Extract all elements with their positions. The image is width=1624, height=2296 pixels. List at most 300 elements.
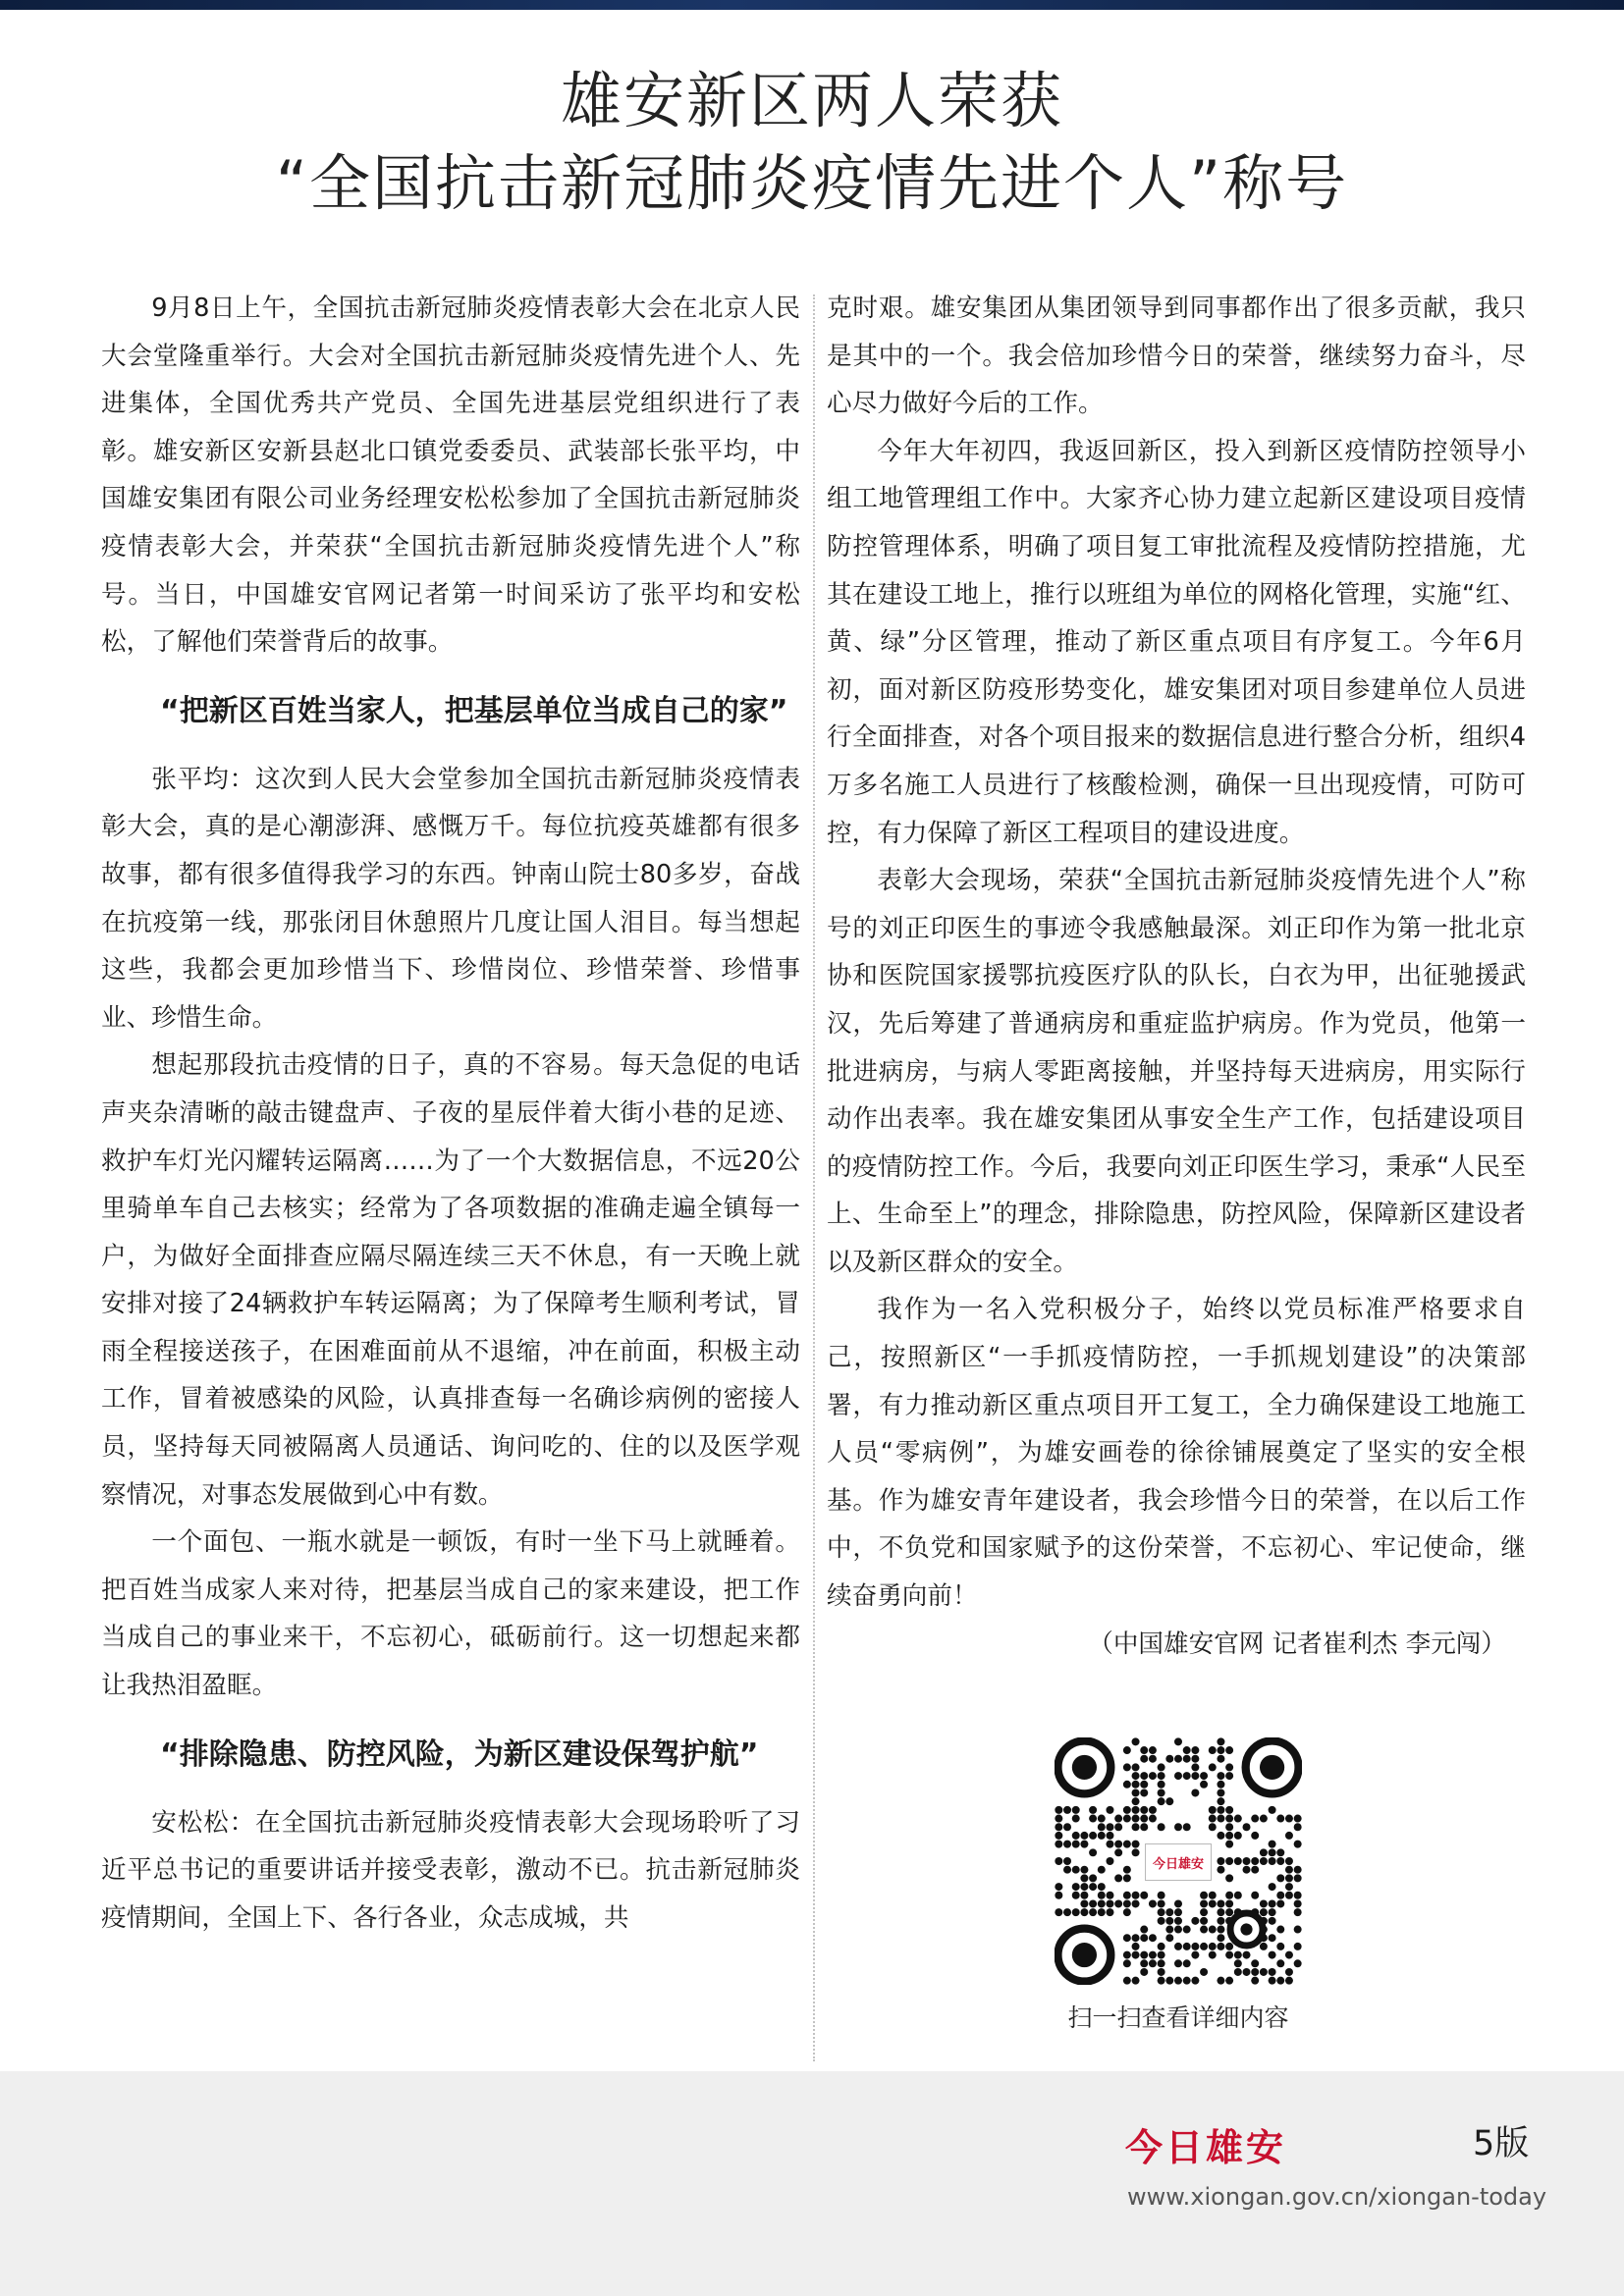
qr-module bbox=[1183, 1823, 1191, 1831]
qr-module bbox=[1234, 1959, 1242, 1967]
qr-module bbox=[1294, 1841, 1302, 1848]
qr-module bbox=[1217, 1789, 1224, 1796]
qr-module bbox=[1158, 1797, 1165, 1805]
qr-module bbox=[1191, 1951, 1199, 1959]
section-heading-1: “把新区百姓当家人，把基层单位当成自己的家” bbox=[160, 693, 788, 728]
qr-module bbox=[1098, 1899, 1106, 1907]
qr-module bbox=[1209, 1943, 1217, 1950]
qr-module bbox=[1072, 1883, 1080, 1891]
section-heading-2: “排除隐患、防控风险，为新区建设保驾护航” bbox=[160, 1736, 759, 1772]
qr-module bbox=[1072, 1806, 1080, 1814]
qr-module bbox=[1217, 1806, 1224, 1814]
page-number: 5版 bbox=[1473, 2124, 1530, 2163]
qr-module bbox=[1217, 1866, 1224, 1874]
qr-module bbox=[1225, 1772, 1233, 1780]
qr-module bbox=[1098, 1823, 1106, 1831]
qr-module bbox=[1200, 1943, 1208, 1950]
qr-module bbox=[1200, 1926, 1208, 1934]
qr-module bbox=[1174, 1823, 1182, 1831]
qr-center-logo: 今日雄安 bbox=[1145, 1843, 1212, 1881]
qr-module bbox=[1123, 1892, 1131, 1899]
qr-module bbox=[1191, 1772, 1199, 1780]
qr-module bbox=[1294, 1823, 1302, 1831]
qr-module bbox=[1276, 1815, 1284, 1823]
qr-module bbox=[1158, 1823, 1165, 1831]
qr-module bbox=[1149, 1815, 1157, 1823]
qr-module bbox=[1285, 1977, 1293, 1985]
qr-module bbox=[1269, 1848, 1276, 1856]
qr-module bbox=[1269, 1917, 1276, 1925]
qr-module bbox=[1158, 1951, 1165, 1959]
qr-module bbox=[1158, 1959, 1165, 1967]
qr-module bbox=[1183, 1755, 1191, 1763]
site-url-link[interactable]: www.xiongan.gov.cn/xiongan-today bbox=[1127, 2183, 1547, 2211]
qr-module bbox=[1158, 1892, 1165, 1899]
qr-module bbox=[1089, 1806, 1097, 1814]
qr-module bbox=[1276, 1926, 1284, 1934]
qr-module bbox=[1209, 1815, 1217, 1823]
qr-module bbox=[1132, 1806, 1140, 1814]
headline-line-1: 雄安新区两人荣获 bbox=[560, 65, 1063, 136]
qr-module bbox=[1098, 1883, 1106, 1891]
qr-module bbox=[1123, 1977, 1131, 1985]
qr-module bbox=[1132, 1815, 1140, 1823]
qr-module bbox=[1217, 1917, 1224, 1925]
qr-module bbox=[1251, 1815, 1259, 1823]
qr-module bbox=[1225, 1951, 1233, 1959]
qr-module bbox=[1217, 1781, 1224, 1789]
qr-module bbox=[1140, 1959, 1148, 1967]
qr-module bbox=[1243, 1968, 1251, 1976]
qr-module bbox=[1285, 1815, 1293, 1823]
qr-module bbox=[1191, 1789, 1199, 1796]
qr-module bbox=[1209, 1951, 1217, 1959]
qr-module bbox=[1217, 1857, 1224, 1865]
qr-module bbox=[1114, 1823, 1122, 1831]
article-headline bbox=[0, 61, 1624, 226]
qr-module bbox=[1080, 1832, 1088, 1840]
qr-module bbox=[1276, 1892, 1284, 1899]
qr-module bbox=[1132, 1789, 1140, 1796]
qr-module bbox=[1191, 1755, 1199, 1763]
qr-module bbox=[1260, 1908, 1268, 1916]
qr-module bbox=[1234, 1951, 1242, 1959]
qr-module bbox=[1209, 1926, 1217, 1934]
qr-module bbox=[1123, 1806, 1131, 1814]
qr-module bbox=[1217, 1815, 1224, 1823]
qr-module bbox=[1209, 1892, 1217, 1899]
qr-module bbox=[1285, 1968, 1293, 1976]
qr-module bbox=[1149, 1959, 1157, 1967]
qr-module bbox=[1158, 1943, 1165, 1950]
qr-module bbox=[1165, 1926, 1173, 1934]
qr-module bbox=[1072, 1866, 1080, 1874]
paragraph: 张平均：这次到人民大会堂参加全国抗击新冠肺炎疫情表彰大会，真的是心潮澎湃、感慨万千。每位抗疫英雄都有很多故事，都有很多值得我学习的东西。钟南山院士80多岁，奋战在抗疫第一线，那张闭目休憩照片几度让国人泪目。每当想起这些，我都会更加珍惜当下、珍惜岗位、珍惜荣誉、珍惜事业、珍惜生命。 bbox=[101, 764, 800, 1033]
qr-module bbox=[1123, 1746, 1131, 1754]
qr-module bbox=[1080, 1883, 1088, 1891]
qr-module bbox=[1132, 1763, 1140, 1771]
qr-module bbox=[1165, 1934, 1173, 1942]
qr-module bbox=[1225, 1908, 1233, 1916]
paragraph: 想起那段抗击疫情的日子，真的不容易。每天急促的电话声夹杂清晰的敲击键盘声、子夜的星辰伴着大街小巷的足迹、救护车灯光闪耀转运隔离……为了一个大数据信息，不远20公里骑单车自己去核实；经常为了各项数据的准确走遍全镇每一户，为做好全面排查应隔尽隔连续三天不休息，有一天晚上就安排对接了24辆救护车转运隔离；为了保障考生顺利考试，冒雨全程接送孩子，在困难面前从不退缩，冲在前面，积极主动工作，冒着被感染的风险，认真排查每一名确诊病例的密接人员，坚持每天同被隔离人员通话、询问吃的、住的以及医学观察情况，对事态发展做到心中有数。 bbox=[101, 1050, 800, 1510]
qr-module bbox=[1132, 1797, 1140, 1805]
qr-module bbox=[1294, 1815, 1302, 1823]
qr-module bbox=[1106, 1832, 1113, 1840]
qr-module bbox=[1123, 1815, 1131, 1823]
qr-module bbox=[1165, 1977, 1173, 1985]
qr-module bbox=[1158, 1772, 1165, 1780]
qr-module bbox=[1132, 1943, 1140, 1950]
qr-module bbox=[1158, 1781, 1165, 1789]
qr-module bbox=[1269, 1951, 1276, 1959]
qr-module bbox=[1225, 1832, 1233, 1840]
qr-module bbox=[1114, 1874, 1122, 1882]
qr-module bbox=[1217, 1755, 1224, 1763]
article-byline: （中国雄安官网 记者崔利杰 李元闯） bbox=[1088, 1629, 1506, 1659]
qr-module bbox=[1140, 1746, 1148, 1754]
qr-module bbox=[1140, 1934, 1148, 1942]
qr-module bbox=[1072, 1815, 1080, 1823]
qr-module bbox=[1200, 1968, 1208, 1976]
qr-module bbox=[1200, 1772, 1208, 1780]
qr-module bbox=[1200, 1781, 1208, 1789]
qr-module bbox=[1174, 1926, 1182, 1934]
qr-module bbox=[1260, 1899, 1268, 1907]
qr-module bbox=[1183, 1943, 1191, 1950]
qr-module bbox=[1158, 1968, 1165, 1976]
qr-module bbox=[1063, 1806, 1071, 1814]
qr-module bbox=[1149, 1806, 1157, 1814]
qr-module bbox=[1149, 1746, 1157, 1754]
qr-module bbox=[1217, 1737, 1224, 1745]
qr-module bbox=[1234, 1892, 1242, 1899]
qr-module bbox=[1055, 1841, 1062, 1848]
qr-module bbox=[1269, 1883, 1276, 1891]
qr-alignment-center bbox=[1240, 1923, 1252, 1935]
qr-module bbox=[1225, 1899, 1233, 1907]
qr-module bbox=[1063, 1908, 1071, 1916]
qr-module bbox=[1098, 1892, 1106, 1899]
qr-module bbox=[1285, 1832, 1293, 1840]
qr-module bbox=[1080, 1892, 1088, 1899]
qr-module bbox=[1217, 1746, 1224, 1754]
qr-caption: 扫一扫查看详细内容 bbox=[1067, 2003, 1289, 2032]
qr-module bbox=[1140, 1781, 1148, 1789]
qr-module bbox=[1132, 1737, 1140, 1745]
qr-module bbox=[1132, 1848, 1140, 1856]
qr-module bbox=[1183, 1977, 1191, 1985]
qr-module bbox=[1225, 1874, 1233, 1882]
qr-module bbox=[1140, 1755, 1148, 1763]
qr-finder-pattern bbox=[1057, 1929, 1110, 1982]
qr-module bbox=[1132, 1823, 1140, 1831]
qr-module bbox=[1149, 1951, 1157, 1959]
qr-module bbox=[1106, 1892, 1113, 1899]
qr-module bbox=[1140, 1951, 1148, 1959]
qr-module bbox=[1276, 1899, 1284, 1907]
qr-module bbox=[1132, 1892, 1140, 1899]
qr-module bbox=[1225, 1841, 1233, 1848]
qr-finder-pattern bbox=[1057, 1740, 1110, 1793]
qr-module bbox=[1225, 1823, 1233, 1831]
paragraph: 表彰大会现场，荣获“全国抗击新冠肺炎疫情先进个人”称号的刘正印医生的事迹令我感触最深。刘正印作为第一批北京协和医院国家援鄂抗疫医疗队的队长，白衣为甲，出征驰援武汉，先后筹建了普通病房和重症监护病房。作为党员，他第一批进病房，与病人零距离接触，并坚持每天进病房，用实际行动作出表率。我在雄安集团从事安全生产工作，包括建设项目的疫情防控工作。今后，我要向刘正印医生学习，秉承“人民至上、生命至上”的理念，排除隐患，防控风险，保障新区建设者以及新区群众的安全。 bbox=[827, 866, 1526, 1277]
column-divider bbox=[813, 294, 816, 2061]
qr-module bbox=[1123, 1959, 1131, 1967]
qr-module bbox=[1294, 1908, 1302, 1916]
qr-module bbox=[1106, 1841, 1113, 1848]
qr-module bbox=[1225, 1977, 1233, 1985]
qr-module bbox=[1140, 1823, 1148, 1831]
qr-module bbox=[1191, 1917, 1199, 1925]
qr-module bbox=[1158, 1917, 1165, 1925]
qr-module bbox=[1260, 1857, 1268, 1865]
qr-module bbox=[1089, 1874, 1097, 1882]
qr-module bbox=[1294, 1943, 1302, 1950]
qr-module bbox=[1089, 1883, 1097, 1891]
qr-module bbox=[1106, 1908, 1113, 1916]
qr-module bbox=[1123, 1781, 1131, 1789]
qr-module bbox=[1098, 1908, 1106, 1916]
qr-module bbox=[1191, 1763, 1199, 1771]
qr-module bbox=[1132, 1899, 1140, 1907]
qr-module bbox=[1234, 1968, 1242, 1976]
qr-module bbox=[1200, 1899, 1208, 1907]
qr-module bbox=[1132, 1951, 1140, 1959]
qr-module bbox=[1055, 1857, 1062, 1865]
qr-module bbox=[1251, 1857, 1259, 1865]
qr-module bbox=[1123, 1763, 1131, 1771]
qr-module bbox=[1243, 1866, 1251, 1874]
qr-module bbox=[1217, 1772, 1224, 1780]
qr-module bbox=[1294, 1926, 1302, 1934]
qr-module bbox=[1140, 1815, 1148, 1823]
qr-module bbox=[1158, 1789, 1165, 1796]
qr-module bbox=[1276, 1857, 1284, 1865]
qr-module bbox=[1089, 1815, 1097, 1823]
qr-module bbox=[1191, 1977, 1199, 1985]
qr-module bbox=[1200, 1917, 1208, 1925]
qr-module bbox=[1183, 1926, 1191, 1934]
qr-module bbox=[1098, 1866, 1106, 1874]
qr-module bbox=[1174, 1977, 1182, 1985]
qr-module bbox=[1285, 1951, 1293, 1959]
paragraph: 我作为一名入党积极分子，始终以党员标准严格要求自己，按照新区“一手抓疫情防控，一手抓规划建设”的决策部署，有力推动新区重点项目开工复工，全力确保建设工地施工人员“零病例”，为雄安画卷的徐徐铺展奠定了坚实的安全根基。作为雄安青年建设者，我会珍惜今日的荣誉，在以后工作中，不负党和国家赋予的这份荣誉，不忘初心、牢记使命，继续奋勇向前！ bbox=[827, 1295, 1526, 1612]
qr-module bbox=[1063, 1866, 1071, 1874]
qr-module bbox=[1055, 1823, 1062, 1831]
qr-module bbox=[1183, 1746, 1191, 1754]
qr-module bbox=[1269, 1857, 1276, 1865]
qr-module bbox=[1063, 1841, 1071, 1848]
qr-module bbox=[1183, 1772, 1191, 1780]
qr-module bbox=[1234, 1857, 1242, 1865]
qr-module bbox=[1209, 1806, 1217, 1814]
qr-module bbox=[1158, 1763, 1165, 1771]
qr-module bbox=[1269, 1841, 1276, 1848]
qr-module bbox=[1132, 1934, 1140, 1942]
qr-module bbox=[1294, 1959, 1302, 1967]
qr-module bbox=[1269, 1908, 1276, 1916]
qr-module bbox=[1174, 1917, 1182, 1925]
qr-module bbox=[1217, 1943, 1224, 1950]
qr-module bbox=[1123, 1874, 1131, 1882]
qr-module bbox=[1063, 1823, 1071, 1831]
qr-module bbox=[1251, 1892, 1259, 1899]
qr-module bbox=[1251, 1832, 1259, 1840]
qr-module bbox=[1285, 1857, 1293, 1865]
qr-module bbox=[1149, 1934, 1157, 1942]
qr-module bbox=[1114, 1848, 1122, 1856]
qr-module bbox=[1080, 1866, 1088, 1874]
qr-module bbox=[1055, 1832, 1062, 1840]
qr-module bbox=[1165, 1908, 1173, 1916]
qr-module bbox=[1080, 1874, 1088, 1882]
qr-module bbox=[1294, 1892, 1302, 1899]
qr-module bbox=[1225, 1857, 1233, 1865]
qr-module bbox=[1191, 1746, 1199, 1754]
qr-module bbox=[1174, 1737, 1182, 1745]
qr-module bbox=[1251, 1959, 1259, 1967]
paragraph: 今年大年初四，我返回新区，投入到新区疫情防控领导小组工地管理组工作中。大家齐心协力建立起新区建设项目疫情防控管理体系，明确了项目复工审批流程及疫情防控措施，尤其在建设工地上，推行以班组为单位的网格化管理，实施“红、黄、绿”分区管理，推动了新区重点项目有序复工。今年6月初，面对新区防疫形势变化，雄安集团对项目参建单位人员进行全面排查，对各个项目报来的数据信息进行整合分析，组织4万多名施工人员进行了核酸检测，确保一旦出现疫情，可防可控，有力保障了新区工程项目的建设进度。 bbox=[827, 436, 1526, 848]
paragraph: 克时艰。雄安集团从集团领导到同事都作出了很多贡献，我只是其中的一个。我会倍加珍惜今日的荣誉，继续努力奋斗，尽心尽力做好今后的工作。 bbox=[827, 294, 1526, 419]
qr-finder-pattern bbox=[1246, 1740, 1299, 1793]
qr-module bbox=[1055, 1908, 1062, 1916]
qr-code-icon[interactable] bbox=[1055, 1737, 1302, 1985]
qr-module bbox=[1243, 1857, 1251, 1865]
qr-module bbox=[1123, 1841, 1131, 1848]
qr-module bbox=[1191, 1943, 1199, 1950]
qr-module bbox=[1106, 1857, 1113, 1865]
qr-module bbox=[1089, 1848, 1097, 1856]
qr-module bbox=[1243, 1951, 1251, 1959]
qr-module bbox=[1158, 1908, 1165, 1916]
qr-module bbox=[1174, 1959, 1182, 1967]
qr-module bbox=[1072, 1892, 1080, 1899]
qr-module bbox=[1200, 1892, 1208, 1899]
qr-module bbox=[1217, 1926, 1224, 1934]
qr-module bbox=[1132, 1772, 1140, 1780]
qr-module bbox=[1225, 1806, 1233, 1814]
paragraph: 一个面包、一瓶水就是一顿饭，有时一坐下马上就睡着。把百姓当成家人来对待，把基层当成自己的家来建设，把工作当成自己的事业来干，不忘初心，砥砺前行。这一切想起来都让我热泪盈眶。 bbox=[101, 1527, 800, 1701]
qr-module bbox=[1080, 1908, 1088, 1916]
qr-module bbox=[1209, 1823, 1217, 1831]
qr-module bbox=[1132, 1977, 1140, 1985]
qr-module bbox=[1225, 1763, 1233, 1771]
qr-module bbox=[1251, 1977, 1259, 1985]
qr-module bbox=[1269, 1968, 1276, 1976]
qr-module bbox=[1165, 1917, 1173, 1925]
qr-module bbox=[1140, 1892, 1148, 1899]
qr-module bbox=[1269, 1899, 1276, 1907]
qr-module bbox=[1140, 1968, 1148, 1976]
qr-module bbox=[1140, 1789, 1148, 1796]
qr-module bbox=[1123, 1908, 1131, 1916]
qr-module bbox=[1234, 1832, 1242, 1840]
qr-module bbox=[1098, 1832, 1106, 1840]
qr-module bbox=[1106, 1806, 1113, 1814]
qr-module bbox=[1251, 1866, 1259, 1874]
qr-module bbox=[1209, 1899, 1217, 1907]
qr-module bbox=[1276, 1959, 1284, 1967]
qr-module bbox=[1217, 1977, 1224, 1985]
qr-module bbox=[1140, 1772, 1148, 1780]
qr-module bbox=[1106, 1823, 1113, 1831]
qr-module bbox=[1072, 1908, 1080, 1916]
qr-module bbox=[1174, 1899, 1182, 1907]
qr-module bbox=[1225, 1943, 1233, 1950]
qr-module bbox=[1080, 1899, 1088, 1907]
qr-module bbox=[1072, 1832, 1080, 1840]
qr-module bbox=[1055, 1892, 1062, 1899]
qr-module bbox=[1217, 1908, 1224, 1916]
qr-module bbox=[1174, 1772, 1182, 1780]
qr-module bbox=[1294, 1874, 1302, 1882]
top-banner-bar bbox=[0, 0, 1624, 10]
qr-module bbox=[1165, 1797, 1173, 1805]
qr-module bbox=[1276, 1848, 1284, 1856]
qr-module bbox=[1294, 1866, 1302, 1874]
qr-module bbox=[1251, 1968, 1259, 1976]
qr-module bbox=[1217, 1934, 1224, 1942]
qr-module bbox=[1260, 1848, 1268, 1856]
qr-module bbox=[1089, 1908, 1097, 1916]
qr-module bbox=[1123, 1951, 1131, 1959]
qr-module bbox=[1217, 1832, 1224, 1840]
qr-module bbox=[1294, 1899, 1302, 1907]
qr-module bbox=[1140, 1926, 1148, 1934]
qr-module bbox=[1285, 1883, 1293, 1891]
qr-module bbox=[1209, 1763, 1217, 1771]
qr-module bbox=[1276, 1977, 1284, 1985]
qr-module bbox=[1158, 1977, 1165, 1985]
qr-module bbox=[1260, 1943, 1268, 1950]
qr-module bbox=[1225, 1892, 1233, 1899]
qr-module bbox=[1080, 1841, 1088, 1848]
qr-module bbox=[1106, 1899, 1113, 1907]
qr-module bbox=[1243, 1823, 1251, 1831]
qr-module bbox=[1225, 1746, 1233, 1754]
qr-module bbox=[1285, 1866, 1293, 1874]
qr-module bbox=[1183, 1959, 1191, 1967]
qr-module bbox=[1140, 1806, 1148, 1814]
qr-module bbox=[1149, 1755, 1157, 1763]
qr-module bbox=[1217, 1899, 1224, 1907]
qr-module bbox=[1063, 1857, 1071, 1865]
qr-module bbox=[1276, 1943, 1284, 1950]
intro-paragraph: 9月8日上午，全国抗击新冠肺炎疫情表彰大会在北京人民大会堂隆重举行。大会对全国抗击新冠肺炎疫情先进个人、先进集体，全国优秀共产党员、全国先进基层党组织进行了表彰。雄安新区安新县赵北口镇党委委员、武装部长张平均，中国雄安集团有限公司业务经理安松松参加了全国抗击新冠肺炎疫情表彰大会，并荣获“全国抗击新冠肺炎疫情先进个人”称号。当日，中国雄安官网记者第一时间采访了张平均和安松松，了解他们荣誉背后的故事。 bbox=[101, 294, 800, 658]
qr-module bbox=[1114, 1899, 1122, 1907]
qr-module bbox=[1114, 1815, 1122, 1823]
qr-module bbox=[1234, 1815, 1242, 1823]
qr-module bbox=[1114, 1841, 1122, 1848]
qr-module bbox=[1123, 1866, 1131, 1874]
qr-module bbox=[1217, 1797, 1224, 1805]
qr-module bbox=[1174, 1943, 1182, 1950]
paragraph: 安松松：在全国抗击新冠肺炎疫情表彰大会现场聆听了习近平总书记的重要讲话并接受表彰，激动不已。抗击新冠肺炎疫情期间，全国上下、各行各业，众志成城，共 bbox=[101, 1807, 800, 1933]
qr-module bbox=[1269, 1977, 1276, 1985]
qr-module bbox=[1260, 1815, 1268, 1823]
qr-module bbox=[1055, 1806, 1062, 1814]
qr-module bbox=[1072, 1841, 1080, 1848]
left-column bbox=[101, 285, 800, 1942]
qr-module bbox=[1098, 1815, 1106, 1823]
qr-module bbox=[1174, 1908, 1182, 1916]
right-column bbox=[827, 285, 1526, 1668]
qr-module bbox=[1276, 1874, 1284, 1882]
qr-module bbox=[1158, 1899, 1165, 1907]
qr-module bbox=[1123, 1899, 1131, 1907]
headline-line-2: “全国抗击新冠肺炎疫情先进个人”称号 bbox=[275, 147, 1349, 219]
qr-module bbox=[1165, 1755, 1173, 1763]
